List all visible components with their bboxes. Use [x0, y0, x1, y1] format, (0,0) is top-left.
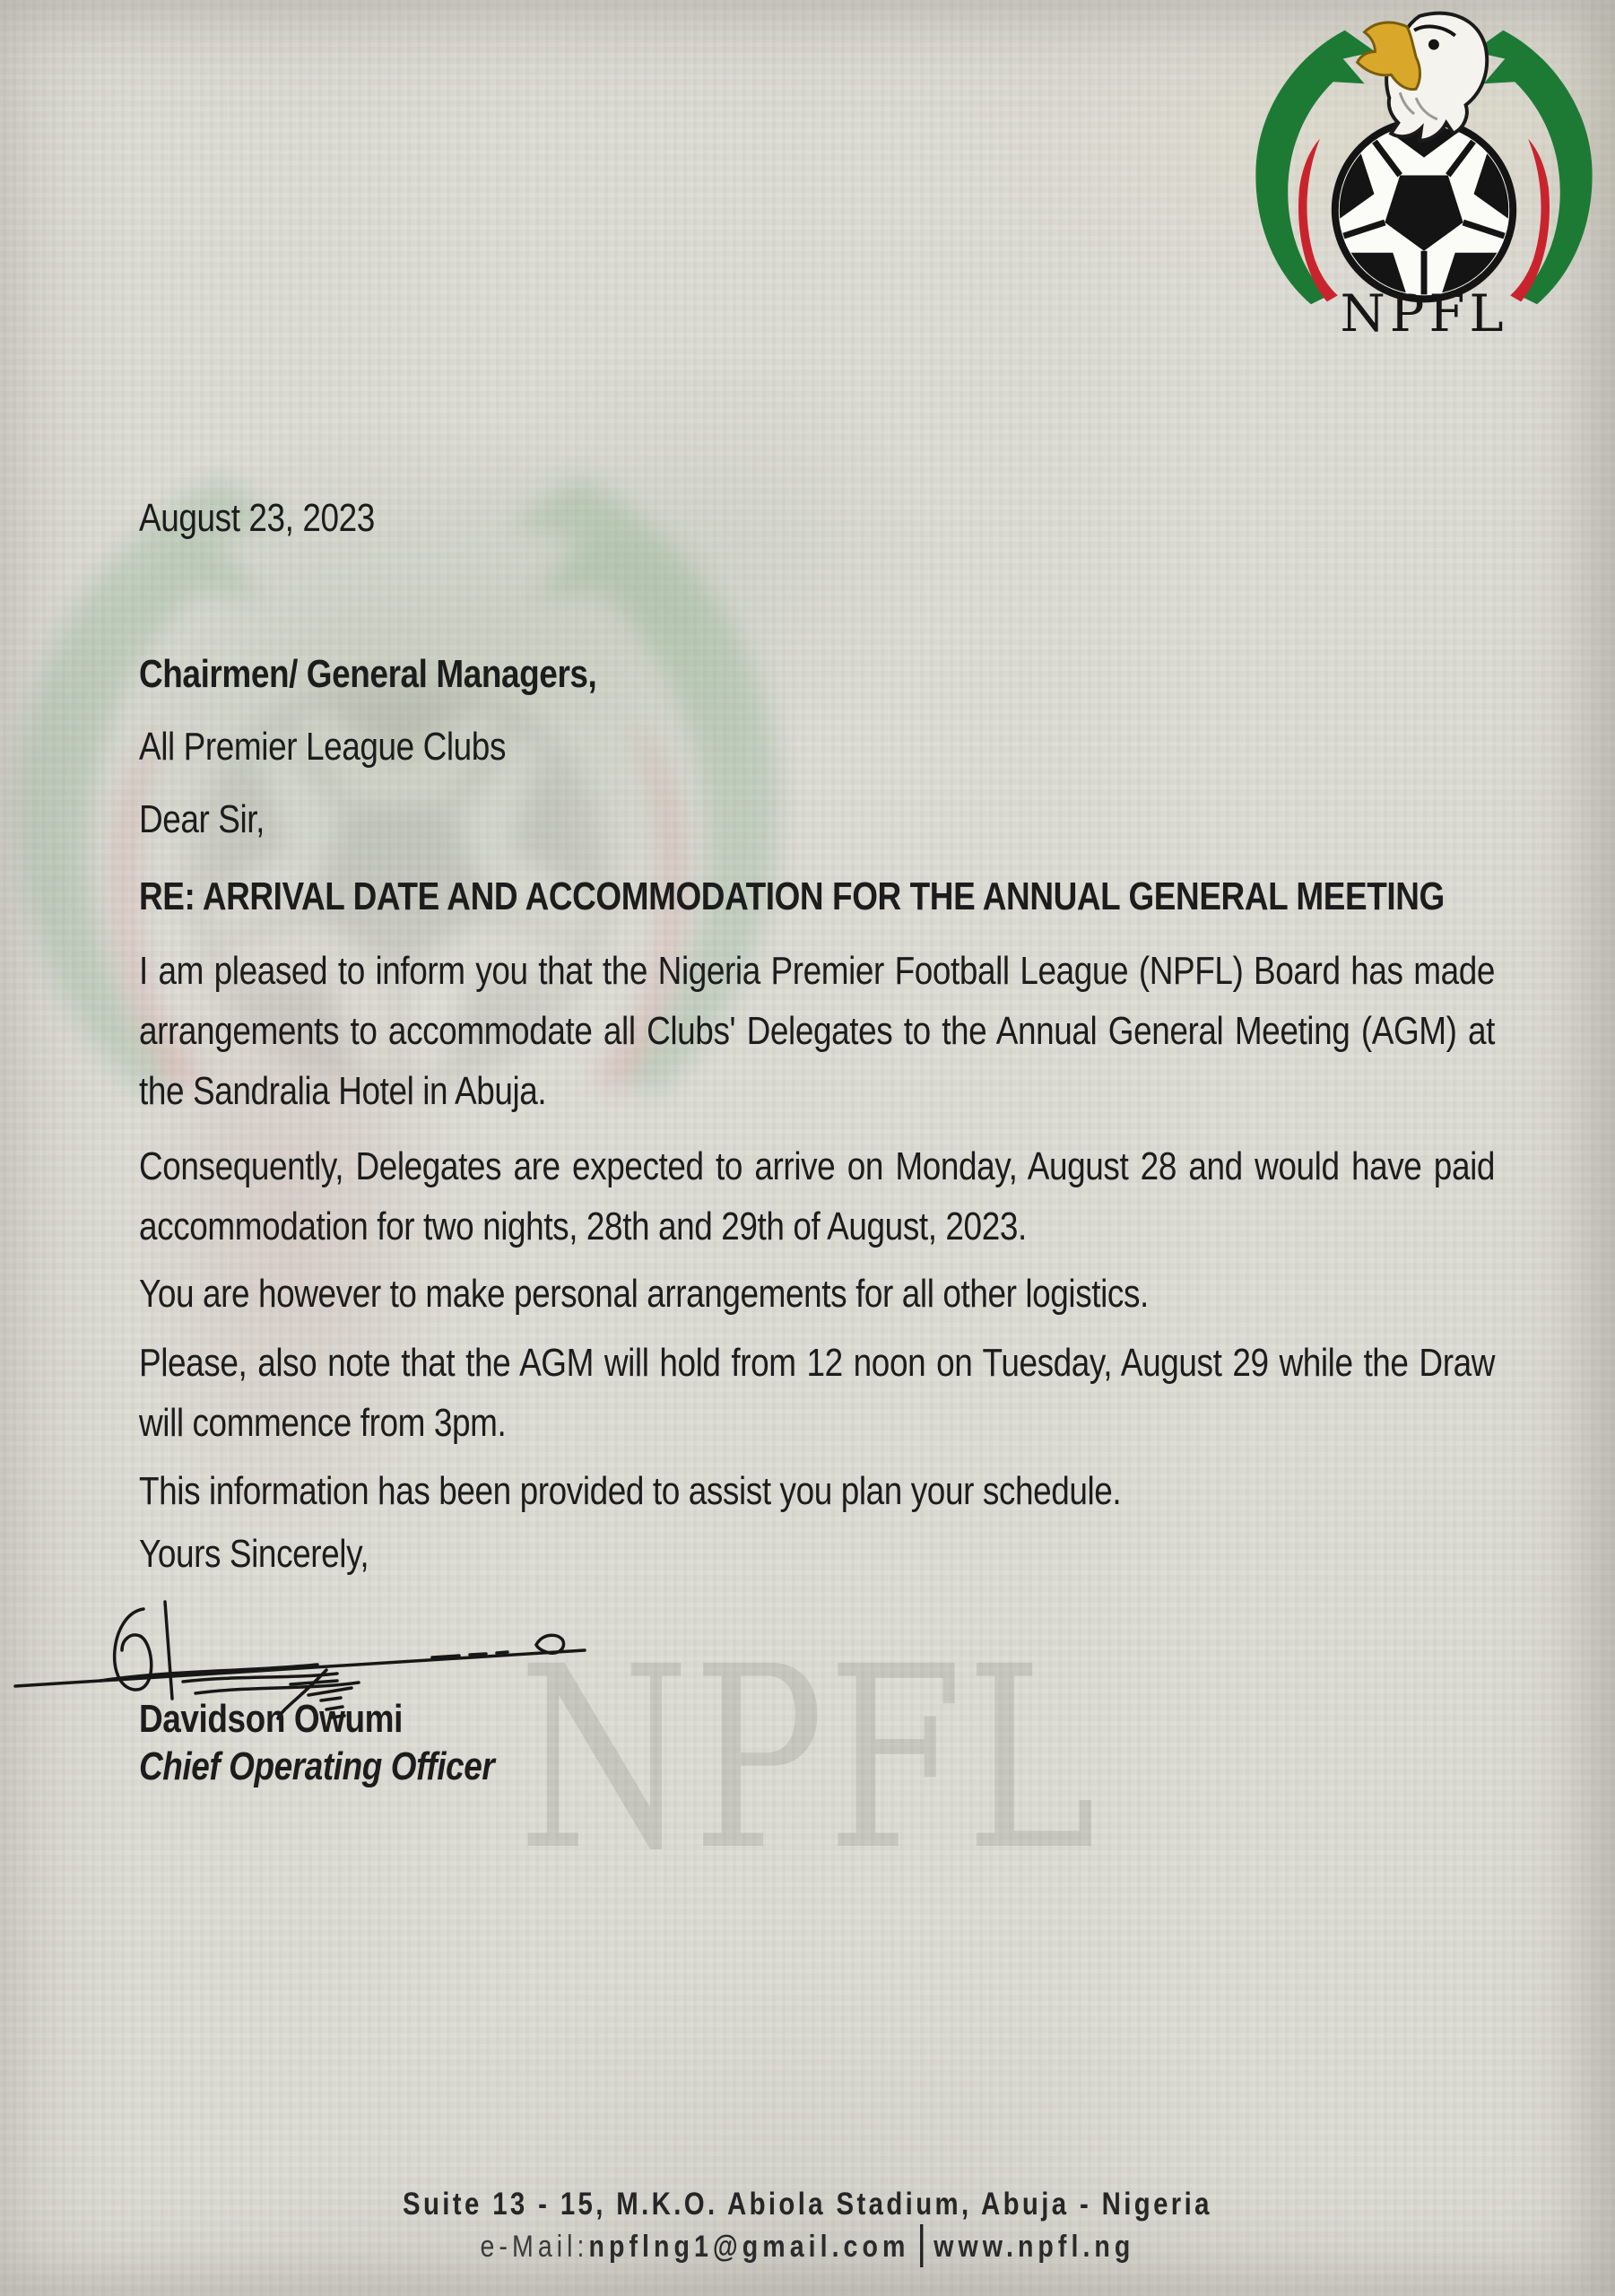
paragraph-3: You are however to make personal arrangements for all other logistics.: [139, 1272, 1149, 1316]
letter-date: August 23, 2023: [139, 496, 375, 540]
email-label: e-Mail:: [480, 2230, 589, 2264]
paragraph-5: This information has been provided to assist you plan your schedule.: [139, 1469, 1122, 1513]
signatory-title: Chief Operating Officer: [139, 1744, 495, 1788]
subject-line: RE: ARRIVAL DATE AND ACCOMMODATION FOR THE ANNUAL GENERAL MEETING: [139, 874, 1445, 918]
logo-wordmark: NPFL: [1340, 283, 1508, 339]
footer-address: Suite 13 - 15, M.K.O. Abiola Stadium, Abuja - Nigeria: [403, 2187, 1212, 2222]
eagle-head-icon: [1358, 13, 1488, 141]
signatory-name: Davidson Owumi: [139, 1697, 403, 1741]
npfl-text-watermark: NPFL: [518, 1613, 1099, 1906]
email-address: npflng1@gmail.com: [588, 2230, 910, 2264]
recipient-line-1: Chairmen/ General Managers,: [139, 652, 597, 696]
npfl-logo-icon: [1240, 5, 1608, 339]
paragraph-2: Consequently, Delegates are expected to arrive on Monday, August 28 and would have paid accommodation for two nights, 28th and 29th of August, 2023.: [139, 1144, 1495, 1248]
closing: Yours Sincerely,: [139, 1532, 369, 1576]
footer-address-line: [0, 2187, 1615, 2222]
footer-divider-bar: [920, 2224, 923, 2267]
website-url: www.npfl.ng: [933, 2230, 1135, 2264]
footer-contact-line: [0, 2224, 1615, 2267]
recipient-line-2: All Premier League Clubs: [139, 725, 507, 769]
paragraph-4: Please, also note that the AGM will hold from 12 noon on Tuesday, August 29 while the Draw will commence from 3pm.: [139, 1341, 1495, 1445]
paragraph-1: I am pleased to inform you that the Nigeria Premier Football League (NPFL) Board has made arrangements to accommodate all Clubs' Delegates to the Annual General Meeting (AGM) at the Sandralia Hotel in Abuja.: [139, 949, 1495, 1113]
salutation: Dear Sir,: [139, 797, 265, 841]
